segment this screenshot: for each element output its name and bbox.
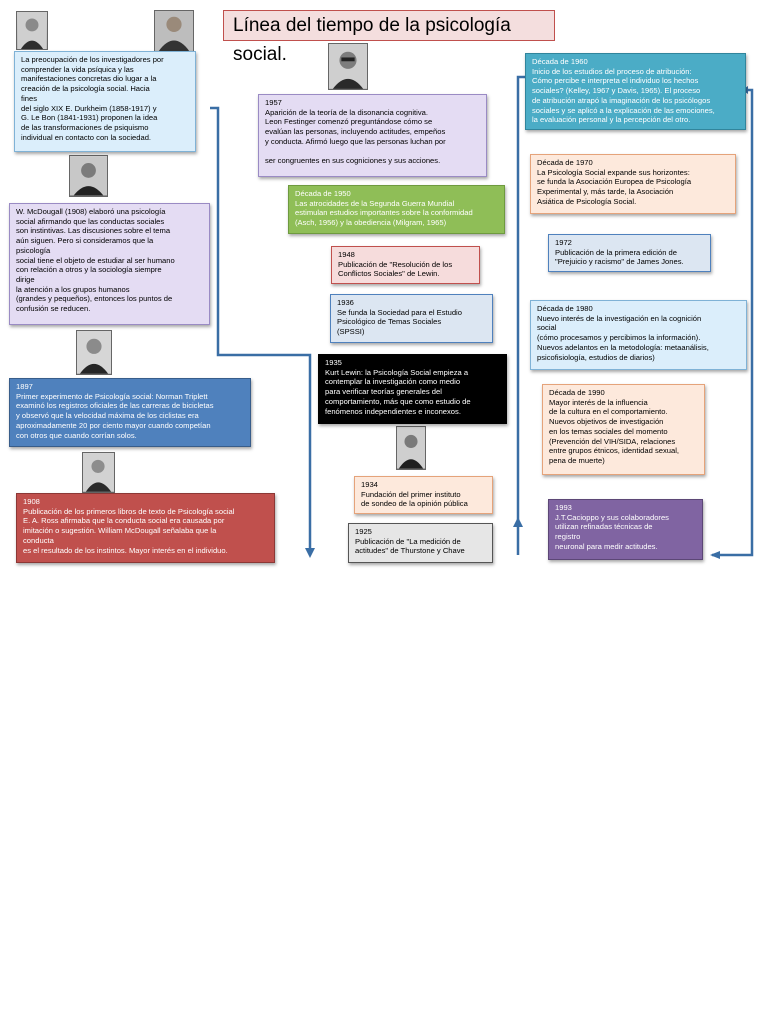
arrow-far-right (710, 551, 720, 559)
portrait-le-bon-photo (154, 10, 194, 52)
arrow-left-down (305, 548, 315, 558)
box-cacioppo-1993: 1993 J.T.Cacioppo y sus colaboradores utilizan refinadas técnicas de registro neuronal para medir actitudes. (548, 499, 703, 560)
portrait-ross-photo (82, 452, 115, 493)
portrait-triplett-photo (76, 330, 112, 375)
box-spssi-1936: 1936 Se funda la Sociedad para el Estudio Psicológico de Temas Sociales (SPSSI) (330, 294, 493, 343)
box-ross-1908: 1908 Publicación de los primeros libros de texto de Psicología social E. A. Ross afirmaba que la conducta social era causada por imitación o sugestión. William McDougall señalaba que la conducta es el resultado de los instintos. Mayor interés en el individuo. (16, 493, 275, 563)
box-lewin-1935: 1935 Kurt Lewin: la Psicología Social empieza a contemplar la investigación como medio para verificar teorías generales del comportamiento, más que como estudio de fenómenos independientes e inconexos. (318, 354, 507, 424)
portrait-lewin-photo (396, 426, 426, 470)
box-lewin-1948: 1948 Publicación de "Resolución de los Conflictos Sociales" de Lewin. (331, 246, 480, 284)
box-triplett-1897: 1897 Primer experimento de Psicología social: Norman Triplett examinó los registros oficiales de las carreras de bicicletas y observó que la velocidad máxima de los ciclistas era aproximadamente 20 por ciento mayor cuando competían con otros que cuando corrían solos. (9, 378, 251, 447)
box-durkheim-le-bon: La preocupación de los investigadores por comprender la vida psíquica y las manifestaciones concretas dio lugar a la creación de la psicología social. Hacia fines del siglo XIX E. Durkheim (1858-1917) y G. Le Bon (1841-1931) proponen la idea de las transformaciones de psiquismo individual en contacto con la sociedad. (14, 51, 196, 152)
portrait-festinger-photo (328, 43, 368, 90)
box-decada-1980: Década de 1980 Nuevo interés de la investigación en la cognición social (cómo procesamos y percibimos la información). Nuevos adelantos en la metodología: metaanálisis, psicofisiología, estudios de diarios) (530, 300, 747, 370)
box-decada-1990: Década de 1990 Mayor interés de la influencia de la cultura en el comportamiento. Nuevos objetivos de investigación en los temas sociales del momento (Prevención del VIH/SIDA, relaciones entre grupos étnicos, identidad sexual, pena de muerte) (542, 384, 705, 475)
box-instituto-1934: 1934 Fundación del primer instituto de sondeo de la opinión pública (354, 476, 493, 514)
box-mcdougall-1908: W. McDougall (1908) elaboró una psicología social afirmando que las conductas sociales son instintivas. Las discusiones sobre el tema aún siguen. Pero si consideramos que la psicología social tiene el objeto de estudiar al ser humano con relación a otros y la sociología siempre dirige la atención a los grupos humanos (grandes y pequeños), entonces los puntos de confusión se reducen. (9, 203, 210, 325)
portrait-durkheim-photo (16, 11, 48, 50)
box-decada-1970: Década de 1970 La Psicología Social expande sus horizontes: se funda la Asociación Europea de Psicología Experimental y, más tarde, la Asociación Asiática de Psicología Social. (530, 154, 736, 214)
box-jones-1972: 1972 Publicación de la primera edición de "Prejuicio y racismo" de James Jones. (548, 234, 711, 272)
portrait-mcdougall-photo (69, 155, 108, 197)
connector-right (518, 77, 525, 555)
box-decada-1950: Década de 1950 Las atrocidades de la Segunda Guerra Mundial estimulan estudios importantes sobre la conformidad (Asch, 1956) y la obediencia (Milgram, 1965) (288, 185, 505, 234)
box-festinger-1957: 1957 Aparición de la teoría de la disonancia cognitiva. Leon Festinger comenzó preguntándose cómo se evalúan las personas, incluyendo actitudes, empeños y conducta. Afirmó luego que las personas luchan por ser congruentes en sus cogniciones y sus acciones. (258, 94, 487, 177)
arrow-right-up (513, 517, 523, 527)
box-decada-1960: Década de 1960 Inicio de los estudios del proceso de atribución: Cómo percibe e interpreta el individuo los hechos sociales? (Kelley, 1967 y Davis, 1965). El proceso de atribución atrapó la imaginación de los psicólogos sociales y se aplicó a la explicación de las emociones, la evaluación personal y la percepción del otro. (525, 53, 746, 130)
timeline-title: Línea del tiempo de la psicología social. (223, 10, 555, 41)
box-thurstone-1925: 1925 Publicación de "La medición de actitudes" de Thurstone y Chave (348, 523, 493, 563)
